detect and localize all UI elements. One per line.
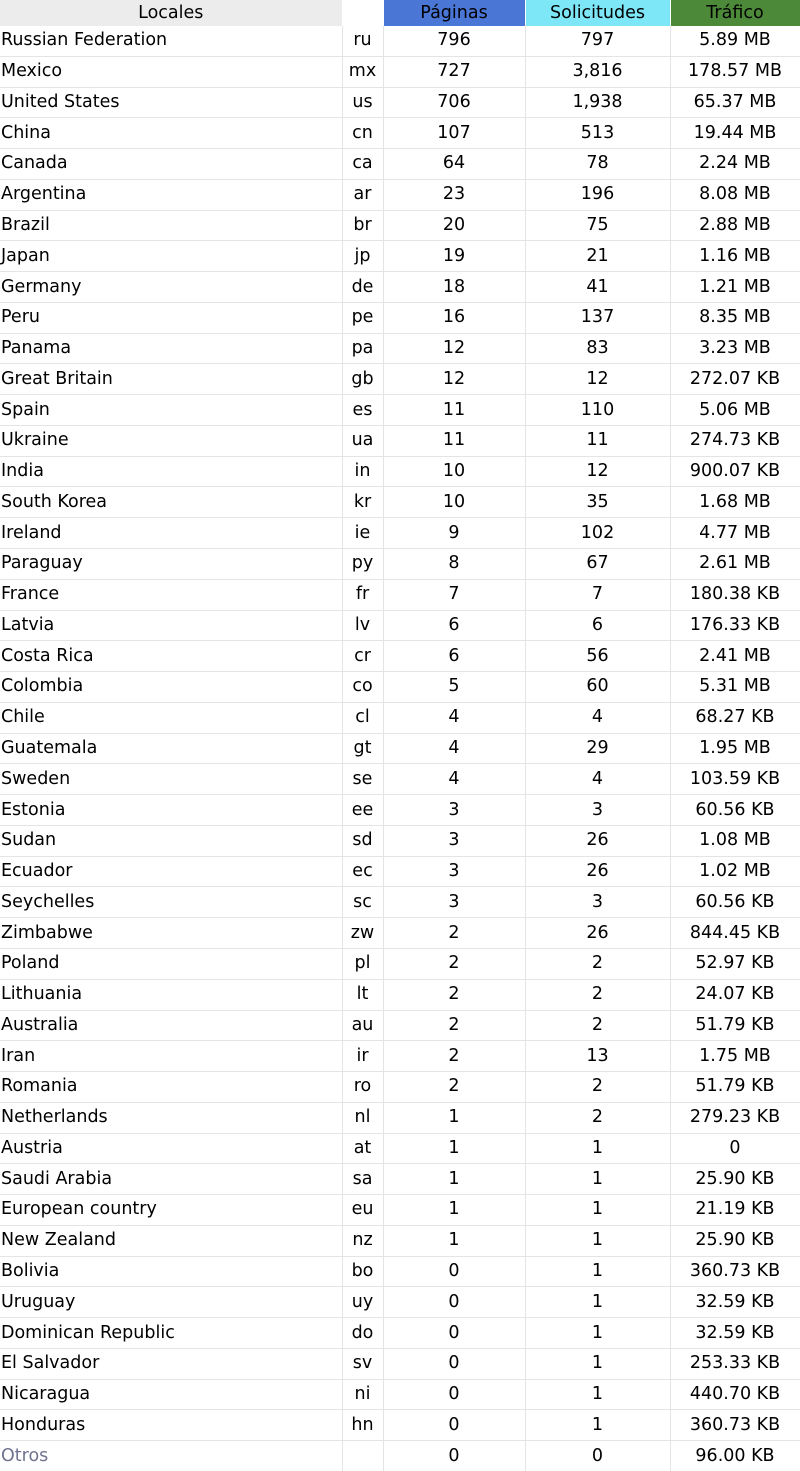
pages-cell: 0 — [383, 1318, 525, 1349]
pages-cell: 2 — [383, 1041, 525, 1072]
traffic-cell: 180.38 KB — [670, 579, 800, 610]
country-code-cell: br — [342, 210, 383, 241]
traffic-cell: 1.02 MB — [670, 856, 800, 887]
pages-cell: 1 — [383, 1195, 525, 1226]
country-code-cell: eu — [342, 1195, 383, 1226]
country-code-cell: pl — [342, 948, 383, 979]
pages-cell: 10 — [383, 456, 525, 487]
pages-cell: 1 — [383, 1133, 525, 1164]
requests-cell: 1 — [525, 1256, 670, 1287]
others-name-cell: Otros — [0, 1441, 342, 1471]
country-name-cell: Austria — [0, 1133, 342, 1164]
traffic-cell: 96.00 KB — [670, 1441, 800, 1471]
table-row — [0, 1102, 800, 1133]
requests-cell: 102 — [525, 518, 670, 549]
table-row — [0, 302, 800, 333]
requests-cell: 2 — [525, 1072, 670, 1103]
country-name-cell: Lithuania — [0, 979, 342, 1010]
requests-cell: 0 — [525, 1441, 670, 1471]
pages-cell: 3 — [383, 795, 525, 826]
table-row — [0, 425, 800, 456]
traffic-cell: 1.75 MB — [670, 1041, 800, 1072]
country-code-cell: at — [342, 1133, 383, 1164]
country-name-cell: Brazil — [0, 210, 342, 241]
country-name-cell: Ecuador — [0, 856, 342, 887]
country-code-cell: cr — [342, 641, 383, 672]
traffic-cell: 5.31 MB — [670, 672, 800, 703]
pages-cell: 18 — [383, 272, 525, 303]
requests-cell: 83 — [525, 333, 670, 364]
country-name-cell: Guatemala — [0, 733, 342, 764]
country-name-cell: Sudan — [0, 825, 342, 856]
country-code-cell: au — [342, 1010, 383, 1041]
country-name-cell: China — [0, 118, 342, 149]
country-code-cell: py — [342, 549, 383, 580]
country-code-cell: de — [342, 272, 383, 303]
country-code-cell: ir — [342, 1041, 383, 1072]
traffic-cell: 25.90 KB — [670, 1225, 800, 1256]
pages-cell: 19 — [383, 241, 525, 272]
country-name-cell: New Zealand — [0, 1225, 342, 1256]
table-row — [0, 149, 800, 180]
requests-cell: 137 — [525, 302, 670, 333]
country-code-cell: ua — [342, 425, 383, 456]
pages-cell: 1 — [383, 1225, 525, 1256]
table-row — [0, 887, 800, 918]
pages-cell: 12 — [383, 364, 525, 395]
table-row — [0, 795, 800, 826]
pages-cell: 4 — [383, 733, 525, 764]
traffic-cell: 1.68 MB — [670, 487, 800, 518]
table-row — [0, 918, 800, 949]
table-row — [0, 118, 800, 149]
table-row — [0, 1041, 800, 1072]
requests-cell: 1 — [525, 1410, 670, 1441]
country-name-cell: Chile — [0, 702, 342, 733]
country-name-cell: Iran — [0, 1041, 342, 1072]
pages-cell: 2 — [383, 979, 525, 1010]
pages-cell: 107 — [383, 118, 525, 149]
pages-cell: 3 — [383, 887, 525, 918]
country-name-cell: Estonia — [0, 795, 342, 826]
traffic-cell: 3.23 MB — [670, 333, 800, 364]
requests-cell: 196 — [525, 179, 670, 210]
pages-cell: 2 — [383, 948, 525, 979]
traffic-cell: 279.23 KB — [670, 1102, 800, 1133]
country-code-cell: ni — [342, 1379, 383, 1410]
country-name-cell: Dominican Republic — [0, 1318, 342, 1349]
traffic-cell: 4.77 MB — [670, 518, 800, 549]
country-code-cell: fr — [342, 579, 383, 610]
table-row — [0, 272, 800, 303]
pages-cell: 11 — [383, 425, 525, 456]
table-row — [0, 825, 800, 856]
requests-cell: 1 — [525, 1318, 670, 1349]
requests-cell: 2 — [525, 979, 670, 1010]
country-code-cell: ar — [342, 179, 383, 210]
traffic-cell: 2.24 MB — [670, 149, 800, 180]
country-code-cell: ec — [342, 856, 383, 887]
traffic-cell: 5.06 MB — [670, 395, 800, 426]
traffic-cell: 1.16 MB — [670, 241, 800, 272]
pages-cell: 11 — [383, 395, 525, 426]
requests-cell: 3 — [525, 887, 670, 918]
table-row — [0, 1348, 800, 1379]
country-name-cell: Ireland — [0, 518, 342, 549]
country-code-cell: gb — [342, 364, 383, 395]
country-code-cell: bo — [342, 1256, 383, 1287]
requests-cell: 21 — [525, 241, 670, 272]
requests-cell: 2 — [525, 948, 670, 979]
country-name-cell: Seychelles — [0, 887, 342, 918]
country-name-cell: Latvia — [0, 610, 342, 641]
pages-cell: 0 — [383, 1348, 525, 1379]
traffic-cell: 0 — [670, 1133, 800, 1164]
pages-cell: 23 — [383, 179, 525, 210]
country-code-cell: es — [342, 395, 383, 426]
country-name-cell: France — [0, 579, 342, 610]
pages-cell: 8 — [383, 549, 525, 580]
requests-cell: 797 — [525, 26, 670, 56]
table-row — [0, 1164, 800, 1195]
pages-cell: 7 — [383, 579, 525, 610]
header-pages: Páginas — [383, 0, 525, 26]
table-row — [0, 549, 800, 580]
country-code-cell: jp — [342, 241, 383, 272]
country-name-cell: Colombia — [0, 672, 342, 703]
pages-cell: 12 — [383, 333, 525, 364]
country-name-cell: Honduras — [0, 1410, 342, 1441]
country-name-cell: India — [0, 456, 342, 487]
pages-cell: 2 — [383, 918, 525, 949]
pages-cell: 3 — [383, 856, 525, 887]
traffic-cell: 32.59 KB — [670, 1287, 800, 1318]
table-row — [0, 702, 800, 733]
pages-cell: 2 — [383, 1010, 525, 1041]
country-code-cell: sd — [342, 825, 383, 856]
country-code-cell: us — [342, 87, 383, 118]
country-code-cell: lt — [342, 979, 383, 1010]
requests-cell: 3,816 — [525, 56, 670, 87]
requests-cell: 7 — [525, 579, 670, 610]
requests-cell: 56 — [525, 641, 670, 672]
header-traffic: Tráfico — [670, 0, 800, 26]
traffic-cell: 1.95 MB — [670, 733, 800, 764]
pages-cell: 727 — [383, 56, 525, 87]
pages-cell: 6 — [383, 610, 525, 641]
table-row — [0, 733, 800, 764]
country-name-cell: Netherlands — [0, 1102, 342, 1133]
country-name-cell: Bolivia — [0, 1256, 342, 1287]
header-spacer — [342, 0, 383, 26]
pages-cell: 4 — [383, 702, 525, 733]
table-row — [0, 333, 800, 364]
table-row — [0, 579, 800, 610]
traffic-cell: 1.21 MB — [670, 272, 800, 303]
traffic-cell: 2.61 MB — [670, 549, 800, 580]
traffic-cell: 65.37 MB — [670, 87, 800, 118]
country-code-cell: pe — [342, 302, 383, 333]
header-requests: Solicitudes — [525, 0, 670, 26]
traffic-cell: 24.07 KB — [670, 979, 800, 1010]
country-code-cell: sv — [342, 1348, 383, 1379]
country-code-cell: mx — [342, 56, 383, 87]
traffic-cell: 51.79 KB — [670, 1072, 800, 1103]
table-row — [0, 518, 800, 549]
requests-cell: 26 — [525, 825, 670, 856]
requests-cell: 26 — [525, 856, 670, 887]
pages-cell: 796 — [383, 26, 525, 56]
country-code-cell: in — [342, 456, 383, 487]
table-row — [0, 210, 800, 241]
requests-cell: 110 — [525, 395, 670, 426]
country-code-cell: ee — [342, 795, 383, 826]
traffic-cell: 60.56 KB — [670, 887, 800, 918]
table-row — [0, 1256, 800, 1287]
traffic-cell: 900.07 KB — [670, 456, 800, 487]
requests-cell: 513 — [525, 118, 670, 149]
country-code-cell: ro — [342, 1072, 383, 1103]
pages-cell: 16 — [383, 302, 525, 333]
requests-cell: 1 — [525, 1133, 670, 1164]
requests-cell: 2 — [525, 1010, 670, 1041]
table-body — [0, 26, 800, 1471]
traffic-cell: 176.33 KB — [670, 610, 800, 641]
pages-cell: 2 — [383, 1072, 525, 1103]
country-name-cell: European country — [0, 1195, 342, 1226]
country-name-cell: Great Britain — [0, 364, 342, 395]
country-name-cell: Poland — [0, 948, 342, 979]
table-row — [0, 856, 800, 887]
requests-cell: 41 — [525, 272, 670, 303]
requests-cell: 29 — [525, 733, 670, 764]
traffic-cell: 5.89 MB — [670, 26, 800, 56]
traffic-cell: 253.33 KB — [670, 1348, 800, 1379]
table-header — [0, 0, 800, 26]
pages-cell: 706 — [383, 87, 525, 118]
country-code-cell: sa — [342, 1164, 383, 1195]
table-row — [0, 1379, 800, 1410]
requests-cell: 3 — [525, 795, 670, 826]
requests-cell: 1,938 — [525, 87, 670, 118]
traffic-cell: 844.45 KB — [670, 918, 800, 949]
requests-cell: 12 — [525, 456, 670, 487]
country-code-cell: nz — [342, 1225, 383, 1256]
table-row — [0, 948, 800, 979]
country-name-cell: Australia — [0, 1010, 342, 1041]
requests-cell: 1 — [525, 1195, 670, 1226]
pages-cell: 4 — [383, 764, 525, 795]
table-row — [0, 56, 800, 87]
country-name-cell: Canada — [0, 149, 342, 180]
traffic-cell: 1.08 MB — [670, 825, 800, 856]
table-row — [0, 241, 800, 272]
country-name-cell: Costa Rica — [0, 641, 342, 672]
country-name-cell: United States — [0, 87, 342, 118]
country-name-cell: Japan — [0, 241, 342, 272]
country-name-cell: Zimbabwe — [0, 918, 342, 949]
country-code-cell — [342, 1441, 383, 1471]
pages-cell: 0 — [383, 1441, 525, 1471]
traffic-cell: 8.08 MB — [670, 179, 800, 210]
traffic-cell: 274.73 KB — [670, 425, 800, 456]
requests-cell: 1 — [525, 1379, 670, 1410]
country-code-cell: uy — [342, 1287, 383, 1318]
traffic-cell: 272.07 KB — [670, 364, 800, 395]
table-row — [0, 1072, 800, 1103]
country-name-cell: South Korea — [0, 487, 342, 518]
country-name-cell: Panama — [0, 333, 342, 364]
requests-cell: 4 — [525, 764, 670, 795]
requests-cell: 1 — [525, 1164, 670, 1195]
country-name-cell: Romania — [0, 1072, 342, 1103]
traffic-cell: 360.73 KB — [670, 1256, 800, 1287]
pages-cell: 1 — [383, 1164, 525, 1195]
requests-cell: 78 — [525, 149, 670, 180]
table-row — [0, 179, 800, 210]
traffic-cell: 440.70 KB — [670, 1379, 800, 1410]
pages-cell: 0 — [383, 1410, 525, 1441]
traffic-cell: 21.19 KB — [670, 1195, 800, 1226]
pages-cell: 1 — [383, 1102, 525, 1133]
traffic-cell: 2.41 MB — [670, 641, 800, 672]
table-row — [0, 364, 800, 395]
table-row — [0, 1133, 800, 1164]
country-code-cell: se — [342, 764, 383, 795]
requests-cell: 11 — [525, 425, 670, 456]
traffic-cell: 68.27 KB — [670, 702, 800, 733]
requests-cell: 12 — [525, 364, 670, 395]
country-code-cell: ca — [342, 149, 383, 180]
country-name-cell: Germany — [0, 272, 342, 303]
traffic-cell: 178.57 MB — [670, 56, 800, 87]
table-row — [0, 1318, 800, 1349]
country-name-cell: Mexico — [0, 56, 342, 87]
pages-cell: 9 — [383, 518, 525, 549]
table-row — [0, 610, 800, 641]
country-code-cell: ru — [342, 26, 383, 56]
country-code-cell: hn — [342, 1410, 383, 1441]
traffic-cell: 52.97 KB — [670, 948, 800, 979]
country-code-cell: lv — [342, 610, 383, 641]
traffic-cell: 8.35 MB — [670, 302, 800, 333]
table-row — [0, 456, 800, 487]
table-row — [0, 979, 800, 1010]
requests-cell: 1 — [525, 1348, 670, 1379]
country-code-cell: cn — [342, 118, 383, 149]
country-code-cell: ie — [342, 518, 383, 549]
traffic-cell: 2.88 MB — [670, 210, 800, 241]
country-name-cell: Argentina — [0, 179, 342, 210]
traffic-cell: 60.56 KB — [670, 795, 800, 826]
country-name-cell: Ukraine — [0, 425, 342, 456]
table-row — [0, 1195, 800, 1226]
country-code-cell: co — [342, 672, 383, 703]
requests-cell: 35 — [525, 487, 670, 518]
pages-cell: 3 — [383, 825, 525, 856]
table-row — [0, 87, 800, 118]
header-locales: Locales — [0, 0, 342, 26]
pages-cell: 0 — [383, 1287, 525, 1318]
table-row — [0, 395, 800, 426]
table-row — [0, 1010, 800, 1041]
country-name-cell: Saudi Arabia — [0, 1164, 342, 1195]
country-name-cell: Peru — [0, 302, 342, 333]
requests-cell: 2 — [525, 1102, 670, 1133]
requests-cell: 26 — [525, 918, 670, 949]
country-code-cell: pa — [342, 333, 383, 364]
table-row — [0, 1287, 800, 1318]
country-code-cell: zw — [342, 918, 383, 949]
country-name-cell: Paraguay — [0, 549, 342, 580]
country-code-cell: kr — [342, 487, 383, 518]
requests-cell: 6 — [525, 610, 670, 641]
country-code-cell: sc — [342, 887, 383, 918]
traffic-cell: 25.90 KB — [670, 1164, 800, 1195]
country-code-cell: cl — [342, 702, 383, 733]
country-name-cell: El Salvador — [0, 1348, 342, 1379]
table-row — [0, 1410, 800, 1441]
pages-cell: 0 — [383, 1379, 525, 1410]
table-row — [0, 764, 800, 795]
table-row — [0, 1225, 800, 1256]
requests-cell: 4 — [525, 702, 670, 733]
country-code-cell: nl — [342, 1102, 383, 1133]
header-row — [0, 0, 800, 26]
requests-cell: 13 — [525, 1041, 670, 1072]
country-name-cell: Uruguay — [0, 1287, 342, 1318]
pages-cell: 20 — [383, 210, 525, 241]
others-row — [0, 1441, 800, 1471]
pages-cell: 64 — [383, 149, 525, 180]
pages-cell: 6 — [383, 641, 525, 672]
pages-cell: 5 — [383, 672, 525, 703]
table-row — [0, 672, 800, 703]
traffic-cell: 103.59 KB — [670, 764, 800, 795]
country-code-cell: do — [342, 1318, 383, 1349]
country-name-cell: Russian Federation — [0, 26, 342, 56]
pages-cell: 10 — [383, 487, 525, 518]
traffic-cell: 51.79 KB — [670, 1010, 800, 1041]
requests-cell: 75 — [525, 210, 670, 241]
traffic-cell: 360.73 KB — [670, 1410, 800, 1441]
requests-cell: 60 — [525, 672, 670, 703]
country-code-cell: gt — [342, 733, 383, 764]
pages-cell: 0 — [383, 1256, 525, 1287]
table-row — [0, 26, 800, 56]
traffic-cell: 19.44 MB — [670, 118, 800, 149]
table-row — [0, 641, 800, 672]
requests-cell: 1 — [525, 1225, 670, 1256]
country-name-cell: Spain — [0, 395, 342, 426]
traffic-cell: 32.59 KB — [670, 1318, 800, 1349]
country-name-cell: Sweden — [0, 764, 342, 795]
requests-cell: 67 — [525, 549, 670, 580]
country-name-cell: Nicaragua — [0, 1379, 342, 1410]
requests-cell: 1 — [525, 1287, 670, 1318]
table-row — [0, 487, 800, 518]
